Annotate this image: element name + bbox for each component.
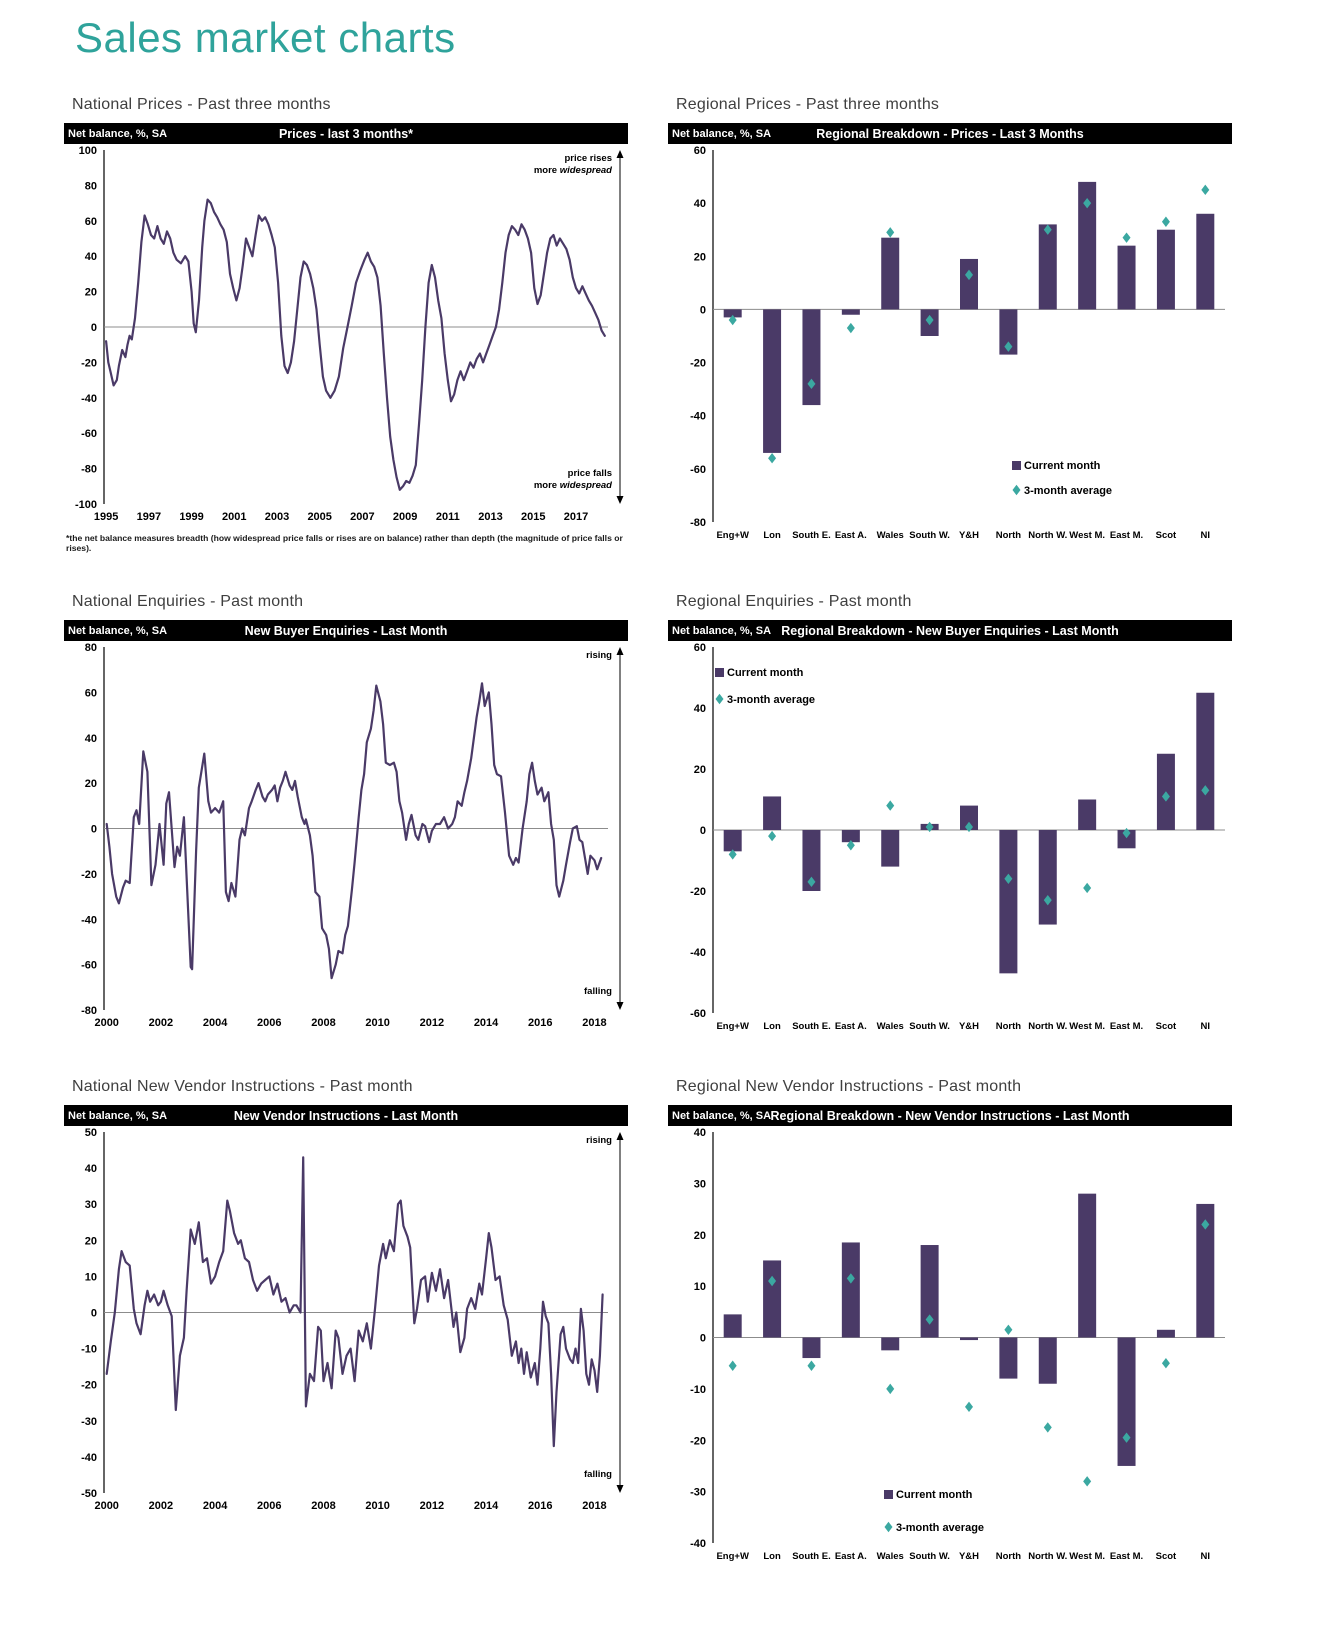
- diamond-marker: [1044, 1422, 1052, 1432]
- chart-header-bar: [668, 1105, 1232, 1126]
- plot-regional-vendor-instructions: [668, 1126, 1232, 1568]
- y-tick-label: -40: [690, 1538, 706, 1550]
- y-tick-label: 0: [699, 1332, 706, 1345]
- y-tick-label: -60: [690, 463, 706, 476]
- x-tick-label: 2001: [222, 511, 247, 523]
- x-tick-label: 2015: [521, 511, 546, 523]
- line-chart-national-vendor: [64, 1126, 628, 1518]
- y-tick-label: -30: [690, 1486, 706, 1499]
- bar-current-month: [1118, 246, 1136, 310]
- diamond-marker: [886, 227, 894, 237]
- x-category-label: East M.: [1109, 530, 1144, 541]
- y-tick-label: 0: [699, 825, 706, 837]
- bar-current-month: [881, 830, 899, 867]
- y-tick-label: 0: [90, 823, 97, 836]
- bar-current-month: [802, 1338, 820, 1359]
- line-chart-national-prices: [64, 144, 628, 529]
- x-category-label: South E.: [792, 1551, 831, 1562]
- legend-label-current: Current month: [1024, 460, 1101, 472]
- bar-current-month: [1078, 1194, 1096, 1338]
- diamond-marker: [926, 822, 934, 832]
- diamond-marker: [1201, 185, 1209, 195]
- bar-current-month: [1157, 1330, 1175, 1338]
- x-category-label: East M.: [1109, 1021, 1144, 1032]
- x-category-label: Scot: [1155, 1021, 1177, 1032]
- bar-current-month: [763, 796, 781, 830]
- y-tick-label: 40: [693, 198, 706, 211]
- y-axis-label: Net balance, %, SA: [672, 1109, 772, 1122]
- bar-current-month: [1196, 214, 1214, 310]
- y-tick-label: -40: [690, 410, 706, 423]
- diamond-marker: [965, 1402, 973, 1412]
- bar-current-month: [724, 830, 742, 851]
- y-tick-label: 0: [90, 1307, 97, 1320]
- y-tick-label: 40: [84, 1163, 97, 1176]
- bar-current-month: [842, 309, 860, 314]
- line-chart-national-enquiries: [64, 641, 628, 1035]
- x-tick-label: 2018: [582, 1500, 607, 1512]
- chart-title: New Vendor Instructions - Last Month: [233, 1108, 459, 1123]
- y-tick-label: 10: [84, 1271, 97, 1284]
- y-tick-label: 80: [84, 642, 97, 654]
- y-tick-label: 60: [693, 145, 706, 157]
- x-category-label: North: [995, 1021, 1022, 1032]
- y-axis-label: Net balance, %, SA: [68, 127, 168, 140]
- bar-current-month: [1039, 830, 1057, 925]
- x-tick-label: 2007: [350, 511, 375, 523]
- annotation: more widespread: [533, 165, 612, 176]
- plot-national-prices: [64, 144, 628, 529]
- bar-current-month: [724, 1314, 742, 1337]
- series-line: [107, 683, 602, 978]
- plot-national-enquiries: [64, 641, 628, 1035]
- x-category-label: North W.: [1028, 1551, 1068, 1562]
- diamond-marker: [1004, 1325, 1012, 1335]
- diamond-marker: [1123, 232, 1131, 242]
- chart-title: Regional Breakdown - New Vendor Instructions - Last Month: [770, 1108, 1130, 1123]
- bar-current-month: [1157, 230, 1175, 310]
- y-tick-label: 20: [84, 778, 97, 791]
- diamond-marker: [1162, 217, 1170, 227]
- chart-heading: National New Vendor Instructions - Past month: [72, 1078, 413, 1095]
- y-tick-label: -50: [81, 1488, 97, 1500]
- y-tick-label: -10: [81, 1343, 97, 1356]
- diamond-marker: [716, 694, 724, 704]
- arrow-down-icon: [617, 1485, 624, 1493]
- bar-current-month: [1039, 224, 1057, 309]
- x-category-label: Eng+W: [716, 1551, 749, 1562]
- y-tick-label: -80: [81, 463, 97, 476]
- annotation: falling: [584, 986, 612, 997]
- plot-national-vendor-instructions: [64, 1126, 628, 1518]
- chart-heading: Regional New Vendor Instructions - Past month: [676, 1078, 1022, 1095]
- bar-current-month: [842, 1242, 860, 1337]
- x-category-label: East A.: [834, 530, 867, 541]
- bar-current-month: [763, 1260, 781, 1337]
- chart-header-bar: [668, 620, 1232, 641]
- x-tick-label: 2004: [202, 1500, 228, 1512]
- x-category-label: Y&H: [958, 1551, 980, 1562]
- x-category-label: North: [995, 1551, 1022, 1562]
- chart-title: Regional Breakdown - Prices - Last 3 Months: [816, 126, 1084, 141]
- chart-header-bar: [668, 123, 1232, 144]
- arrow-up-icon: [617, 647, 624, 655]
- chart-heading: National Enquiries - Past month: [72, 593, 304, 610]
- y-tick-label: -30: [81, 1415, 97, 1428]
- x-tick-label: 2014: [473, 1017, 499, 1029]
- bar-current-month: [1039, 1338, 1057, 1384]
- plot-regional-prices: [668, 144, 1232, 547]
- chart-regional-vendor-instructions: [668, 1078, 1232, 1568]
- chart-national-vendor-instructions: [64, 1078, 628, 1568]
- x-category-label: North W.: [1028, 530, 1068, 541]
- chart-national-prices: [64, 96, 628, 553]
- chart-title: Prices - last 3 months*: [278, 126, 414, 141]
- x-category-label: Wales: [876, 1551, 904, 1562]
- x-category-label: East M.: [1109, 1551, 1144, 1562]
- x-tick-label: 1999: [179, 511, 204, 523]
- x-category-label: Wales: [876, 1021, 904, 1032]
- x-category-label: NI: [1200, 1551, 1211, 1562]
- chart-heading: Regional Enquiries - Past month: [676, 593, 912, 610]
- x-category-label: West M.: [1069, 1021, 1106, 1032]
- x-category-label: Y&H: [958, 530, 980, 541]
- x-tick-label: 1997: [136, 511, 162, 523]
- x-category-label: NI: [1200, 530, 1211, 541]
- diamond-marker: [768, 453, 776, 463]
- bar-current-month: [1196, 693, 1214, 830]
- x-category-label: South E.: [792, 1021, 831, 1032]
- x-category-label: South W.: [909, 1551, 950, 1562]
- y-axis-label: Net balance, %, SA: [672, 624, 772, 637]
- legend-label-current: Current month: [896, 1489, 973, 1501]
- diamond-marker: [1083, 883, 1091, 893]
- x-tick-label: 2000: [94, 1500, 119, 1512]
- y-tick-label: -20: [690, 886, 706, 898]
- chart-regional-prices: [668, 96, 1232, 553]
- y-tick-label: 50: [84, 1127, 97, 1139]
- x-tick-label: 2002: [148, 1500, 174, 1512]
- x-tick-label: 2016: [528, 1017, 553, 1029]
- diamond-marker: [729, 1361, 737, 1371]
- annotation: price rises: [564, 153, 612, 164]
- x-tick-label: 2008: [311, 1017, 336, 1029]
- annotation: rising: [586, 650, 612, 661]
- y-tick-label: -20: [81, 357, 97, 370]
- x-category-label: Eng+W: [716, 530, 749, 541]
- legend-swatch-current: [1012, 461, 1021, 470]
- chart-title: New Buyer Enquiries - Last Month: [244, 623, 448, 638]
- bar-current-month: [763, 309, 781, 452]
- diamond-marker: [886, 1384, 894, 1394]
- y-tick-label: 40: [693, 703, 706, 715]
- annotation: price falls: [567, 468, 612, 479]
- y-tick-label: 60: [84, 687, 97, 700]
- y-tick-label: 100: [78, 145, 97, 157]
- y-tick-label: 30: [693, 1178, 706, 1191]
- y-tick-label: 0: [90, 322, 97, 334]
- x-tick-label: 2018: [582, 1017, 607, 1029]
- x-category-label: Lon: [763, 530, 781, 541]
- x-tick-label: 2016: [528, 1500, 553, 1512]
- y-tick-label: -40: [81, 1451, 97, 1464]
- bar-chart-regional-prices: [668, 144, 1232, 547]
- y-tick-label: 0: [699, 304, 706, 317]
- x-tick-label: 2010: [365, 1500, 390, 1512]
- arrow-down-icon: [617, 496, 624, 504]
- chart-heading: National Prices - Past three months: [72, 96, 331, 113]
- x-category-label: NI: [1200, 1021, 1211, 1032]
- page-title: Sales market charts: [75, 14, 456, 61]
- x-tick-label: 2003: [264, 511, 290, 523]
- x-tick-label: 2017: [563, 511, 589, 523]
- y-axis-label: Net balance, %, SA: [68, 624, 168, 637]
- bar-current-month: [960, 1338, 978, 1341]
- legend-label-average: 3-month average: [1024, 485, 1113, 497]
- x-tick-label: 2004: [202, 1017, 228, 1029]
- y-tick-label: -20: [81, 1379, 97, 1392]
- diamond-marker: [1013, 485, 1021, 495]
- bar-chart-regional-enquiries: [668, 641, 1232, 1038]
- chart-title: Regional Breakdown - New Buyer Enquiries - Last Month: [781, 623, 1119, 638]
- chart-national-enquiries: [64, 593, 628, 1038]
- x-category-label: Lon: [763, 1021, 781, 1032]
- y-tick-label: -60: [81, 428, 97, 441]
- x-category-label: Lon: [763, 1551, 781, 1562]
- y-tick-label: -100: [74, 499, 97, 511]
- y-tick-label: -20: [81, 868, 97, 881]
- y-tick-label: 10: [693, 1281, 706, 1294]
- bar-current-month: [960, 259, 978, 309]
- x-category-label: North: [995, 530, 1022, 541]
- y-tick-label: -20: [690, 1435, 706, 1448]
- y-tick-label: -80: [690, 517, 706, 529]
- y-axis-label: Net balance, %, SA: [672, 127, 772, 140]
- diamond-marker: [847, 323, 855, 333]
- y-tick-label: 20: [693, 251, 706, 264]
- x-tick-label: 1995: [93, 511, 119, 523]
- x-category-label: Scot: [1155, 1551, 1177, 1562]
- diamond-marker: [1162, 1358, 1170, 1368]
- y-axis-label: Net balance, %, SA: [68, 1109, 168, 1122]
- y-tick-label: -10: [690, 1383, 706, 1396]
- y-tick-label: -40: [81, 392, 97, 405]
- annotation: rising: [586, 1135, 612, 1146]
- bar-current-month: [999, 830, 1017, 973]
- arrow-up-icon: [617, 150, 624, 158]
- y-tick-label: 40: [84, 251, 97, 264]
- diamond-marker: [807, 1361, 815, 1371]
- x-category-label: North W.: [1028, 1021, 1068, 1032]
- x-category-label: South E.: [792, 530, 831, 541]
- bar-chart-regional-vendor: [668, 1126, 1232, 1568]
- annotation: more widespread: [533, 480, 612, 491]
- chart-heading: Regional Prices - Past three months: [676, 96, 940, 113]
- y-tick-label: -20: [690, 357, 706, 370]
- diamond-marker: [1083, 1476, 1091, 1486]
- x-category-label: South W.: [909, 530, 950, 541]
- x-category-label: Scot: [1155, 530, 1177, 541]
- x-tick-label: 2011: [435, 511, 460, 523]
- x-tick-label: 2009: [392, 511, 418, 523]
- y-tick-label: 30: [84, 1199, 97, 1212]
- bar-current-month: [999, 1338, 1017, 1379]
- bar-current-month: [881, 238, 899, 310]
- diamond-marker: [886, 800, 894, 810]
- y-tick-label: -40: [81, 914, 97, 927]
- diamond-marker: [768, 831, 776, 841]
- x-category-label: West M.: [1069, 1551, 1106, 1562]
- x-category-label: East A.: [834, 1551, 867, 1562]
- chart-regional-enquiries: [668, 593, 1232, 1038]
- arrow-up-icon: [617, 1132, 624, 1140]
- x-tick-label: 2000: [94, 1017, 119, 1029]
- y-tick-label: 20: [84, 1235, 97, 1248]
- x-tick-label: 2008: [311, 1500, 336, 1512]
- y-tick-label: 20: [84, 286, 97, 299]
- chart-header-bar: [64, 620, 628, 641]
- arrow-down-icon: [617, 1002, 624, 1010]
- series-line: [107, 1157, 603, 1446]
- legend-label-average: 3-month average: [727, 694, 816, 706]
- y-tick-label: 60: [693, 642, 706, 654]
- y-tick-label: -80: [81, 1005, 97, 1017]
- bar-current-month: [1118, 1338, 1136, 1466]
- bar-current-month: [881, 1338, 899, 1351]
- x-tick-label: 2012: [419, 1500, 445, 1512]
- x-category-label: South W.: [909, 1021, 950, 1032]
- series-line: [106, 200, 605, 490]
- x-tick-label: 2006: [257, 1017, 282, 1029]
- x-category-label: Y&H: [958, 1021, 980, 1032]
- diamond-marker: [885, 1522, 893, 1532]
- annotation: falling: [584, 1469, 612, 1480]
- x-tick-label: 2006: [257, 1500, 282, 1512]
- bar-current-month: [802, 309, 820, 405]
- legend-label-current: Current month: [727, 667, 804, 679]
- x-tick-label: 2013: [478, 511, 503, 523]
- y-tick-label: 20: [693, 1229, 706, 1242]
- x-category-label: West M.: [1069, 530, 1106, 541]
- chart-header-bar: [64, 123, 628, 144]
- y-tick-label: -40: [690, 947, 706, 959]
- plot-regional-enquiries: [668, 641, 1232, 1038]
- legend-swatch-current: [884, 1490, 893, 1499]
- chart-footnote: *the net balance measures breadth (how widespread price falls or rises are on balance) rather than depth (the magnitude of price falls or rises).: [66, 533, 623, 553]
- x-tick-label: 2014: [473, 1500, 499, 1512]
- x-category-label: East A.: [834, 1021, 867, 1032]
- y-tick-label: 60: [84, 215, 97, 228]
- charts-grid: [0, 96, 1336, 1568]
- chart-header-bar: [64, 1105, 628, 1126]
- y-tick-label: 80: [84, 180, 97, 193]
- y-tick-label: 20: [693, 764, 706, 776]
- legend-swatch-current: [715, 668, 724, 677]
- x-category-label: Wales: [876, 530, 904, 541]
- legend-label-average: 3-month average: [896, 1522, 985, 1534]
- y-tick-label: -60: [690, 1008, 706, 1020]
- y-tick-label: 40: [693, 1127, 706, 1139]
- x-tick-label: 2005: [307, 511, 332, 523]
- y-tick-label: 40: [84, 732, 97, 745]
- x-tick-label: 2010: [365, 1017, 390, 1029]
- bar-current-month: [1078, 800, 1096, 831]
- x-tick-label: 2002: [148, 1017, 174, 1029]
- x-category-label: Eng+W: [716, 1021, 749, 1032]
- y-tick-label: -60: [81, 959, 97, 972]
- x-tick-label: 2012: [419, 1017, 445, 1029]
